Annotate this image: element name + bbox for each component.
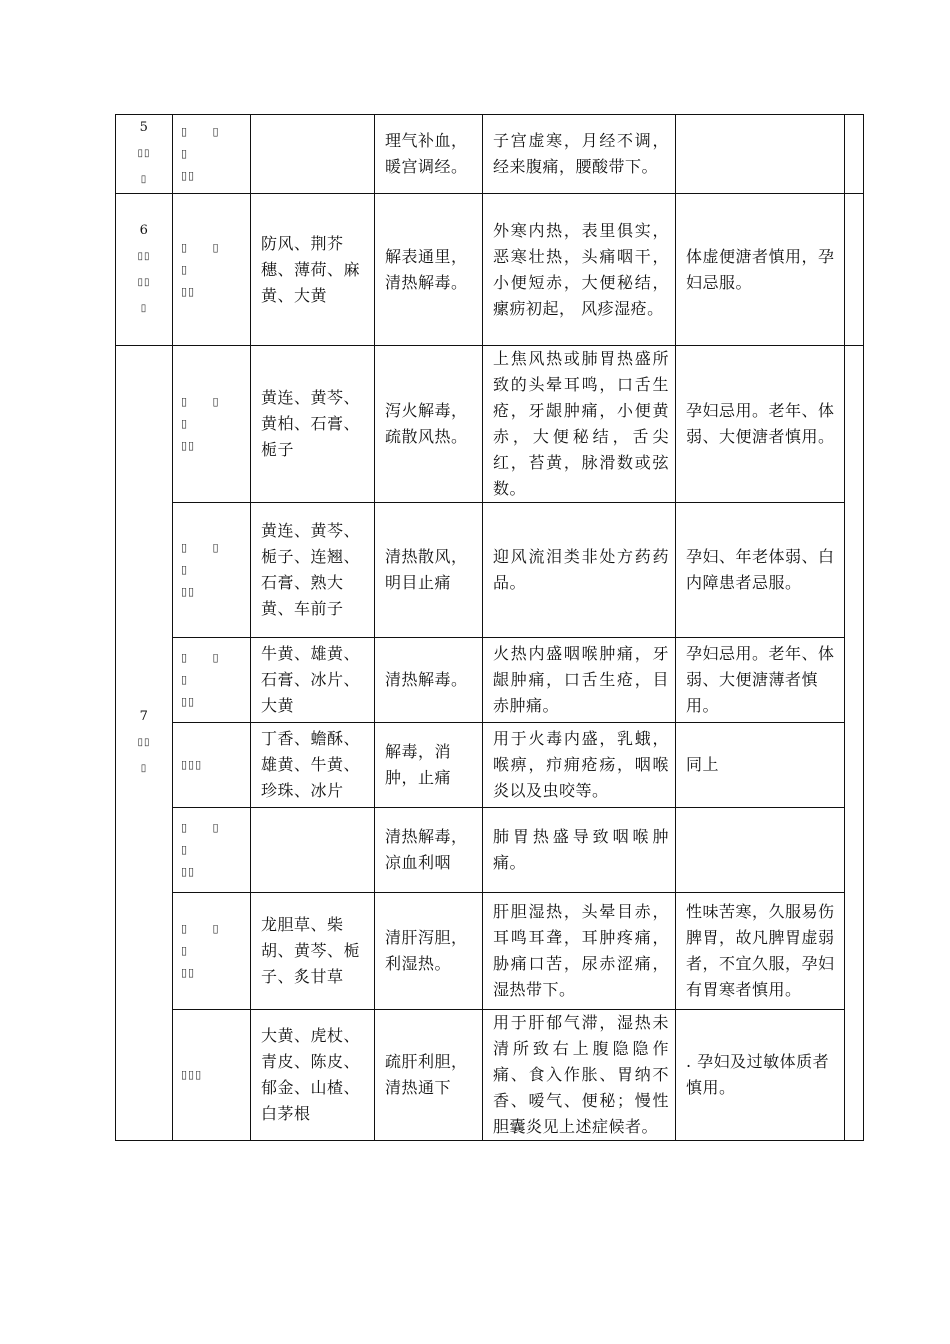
row-number-glyph: ▯▯: [137, 276, 151, 288]
drug-name: ▯▯: [181, 284, 196, 298]
table-row: [116, 893, 864, 1010]
indications-cell: 迎风流泪类非处方药药品。: [483, 503, 676, 638]
indications-cell: 上焦风热或肺胃热盛所致的头晕耳鸣，口舌生疮，牙龈肿痛，小便黄赤，大便秘结，舌尖红，苔黄，脉滑数或弦数。: [483, 346, 676, 503]
cautions-cell: . 孕妇及过敏体质者慎用。: [676, 1010, 845, 1141]
ingredients-cell: 丁香、蟾酥、雄黄、牛黄、珍珠、冰片: [251, 723, 375, 808]
indications-cell: 用于肝郁气滞，湿热未清所致右上腹隐隐作痛、食入作胀、胃纳不香、嗳气、便秘；慢性胆囊炎见上述症候者。: [483, 1010, 676, 1141]
cautions-cell: 体虚便溏者慎用，孕妇忌服。: [676, 194, 845, 346]
indications-cell: 火热内盛咽喉肿痛，牙龈肿痛，口舌生疮，目赤肿痛。: [483, 638, 676, 723]
effect-cell: 泻火解毒，疏散风热。: [375, 346, 483, 503]
effect-cell: 清肝泻胆，利湿热。: [375, 893, 483, 1010]
indications-cell: 肝胆湿热，头晕目赤，耳鸣耳聋，耳肿疼痛，胁痛口苦，尿赤涩痛，湿热带下。: [483, 893, 676, 1010]
drug-name: ▯ ▯ ▯: [181, 922, 230, 957]
blank-cell: [845, 194, 864, 346]
drug-name: ▯ ▯ ▯: [181, 125, 230, 160]
drug-name: ▯▯: [181, 966, 196, 979]
drug-name: ▯▯▯: [181, 758, 203, 771]
row-number-glyph: ▯: [140, 302, 148, 314]
drug-name: ▯ ▯ ▯: [181, 651, 230, 686]
drug-name: ▯ ▯ ▯: [181, 395, 230, 430]
blank-cell: [845, 115, 864, 194]
effect-cell: 清热解毒。: [375, 638, 483, 723]
cautions-cell: 同上: [676, 723, 845, 808]
effect-cell: 清热散风，明目止痛: [375, 503, 483, 638]
effect-cell: 解表通里，清热解毒。: [375, 194, 483, 346]
indications-cell: 外寒内热，表里俱实，恶寒壮热，头痛咽干，小便短赤，大便秘结，瘰疬初起， 风疹湿疮。: [483, 194, 676, 346]
cautions-cell: [676, 115, 845, 194]
drug-name-cell: [173, 893, 251, 1010]
effect-cell: 理气补血，暖宫调经。: [375, 115, 483, 194]
effect-cell: 疏肝利胆，清热通下: [375, 1010, 483, 1141]
cautions-cell: 孕妇忌用。老年、体弱、大便溏薄者慎用。: [676, 638, 845, 723]
table-row: [116, 808, 864, 893]
cautions-cell: 性味苦寒，久服易伤脾胃，故凡脾胃虚弱者，不宜久服，孕妇有胃寒者慎用。: [676, 893, 845, 1010]
row-number: 7: [139, 709, 149, 724]
ingredients-cell: [251, 808, 375, 893]
ingredients-cell: 黄连、黄芩、黄柏、石膏、栀子: [251, 346, 375, 503]
ingredients-cell: 黄连、黄芩、栀子、连翘、石膏、熟大黄、车前子: [251, 503, 375, 638]
drug-name-cell: [173, 638, 251, 723]
row-number-glyph: ▯▯: [137, 148, 151, 159]
ingredients-cell: [251, 115, 375, 194]
drug-name-cell: [173, 503, 251, 638]
drug-name: ▯▯▯: [181, 1068, 203, 1081]
drug-name: ▯▯: [181, 695, 196, 708]
row-number-cell: [116, 115, 173, 194]
cautions-cell: 孕妇忌用。老年、体弱、大便溏者慎用。: [676, 346, 845, 503]
drug-name-cell: [173, 808, 251, 893]
blank-cell: [845, 346, 864, 1141]
table-row: [116, 723, 864, 808]
table-row: [116, 346, 864, 503]
drug-name: ▯▯: [181, 439, 196, 452]
row-number-glyph: ▯▯: [137, 737, 151, 748]
row-number-glyph: ▯▯: [137, 250, 151, 262]
drug-name: ▯▯: [181, 169, 196, 182]
ingredients-cell: 防风、荆芥穗、薄荷、麻黄、大黄: [251, 194, 375, 346]
table-row: [116, 115, 864, 194]
drug-name: ▯ ▯ ▯: [181, 541, 230, 576]
row-number-cell: [116, 346, 173, 1141]
table-row: [116, 638, 864, 723]
table-row: [116, 194, 864, 346]
ingredients-cell: 大黄、虎杖、青皮、陈皮、郁金、山楂、白茅根: [251, 1010, 375, 1141]
ingredients-cell: 牛黄、雄黄、石膏、冰片、大黄: [251, 638, 375, 723]
row-number: 5: [139, 120, 149, 135]
drug-name-cell: [173, 1010, 251, 1141]
drug-name: ▯ ▯ ▯: [181, 240, 230, 276]
cautions-cell: [676, 808, 845, 893]
indications-cell: 肺胃热盛导致咽喉肿痛。: [483, 808, 676, 893]
table-row: [116, 1010, 864, 1141]
table-row: [116, 503, 864, 638]
drug-name-cell: [173, 346, 251, 503]
drug-name: ▯ ▯ ▯: [181, 821, 230, 856]
drug-name: ▯▯: [181, 585, 196, 598]
ingredients-cell: 龙胆草、柴胡、黄芩、栀子、炙甘草: [251, 893, 375, 1010]
row-number-glyph: ▯: [140, 763, 148, 774]
row-number: 6: [139, 222, 149, 238]
drug-name-cell: [173, 723, 251, 808]
cautions-cell: 孕妇、年老体弱、白内障患者忌服。: [676, 503, 845, 638]
effect-cell: 解毒，消肿，止痛: [375, 723, 483, 808]
drug-name-cell: [173, 115, 251, 194]
drug-table: [115, 114, 864, 1141]
row-number-glyph: ▯: [140, 174, 148, 185]
indications-cell: 子宫虚寒，月经不调，经来腹痛，腰酸带下。: [483, 115, 676, 194]
row-number-cell: [116, 194, 173, 346]
drug-name: ▯▯: [181, 865, 196, 878]
effect-cell: 清热解毒，凉血利咽: [375, 808, 483, 893]
indications-cell: 用于火毒内盛，乳蛾，喉痹，疖痈疮疡，咽喉炎以及虫咬等。: [483, 723, 676, 808]
drug-name-cell: [173, 194, 251, 346]
